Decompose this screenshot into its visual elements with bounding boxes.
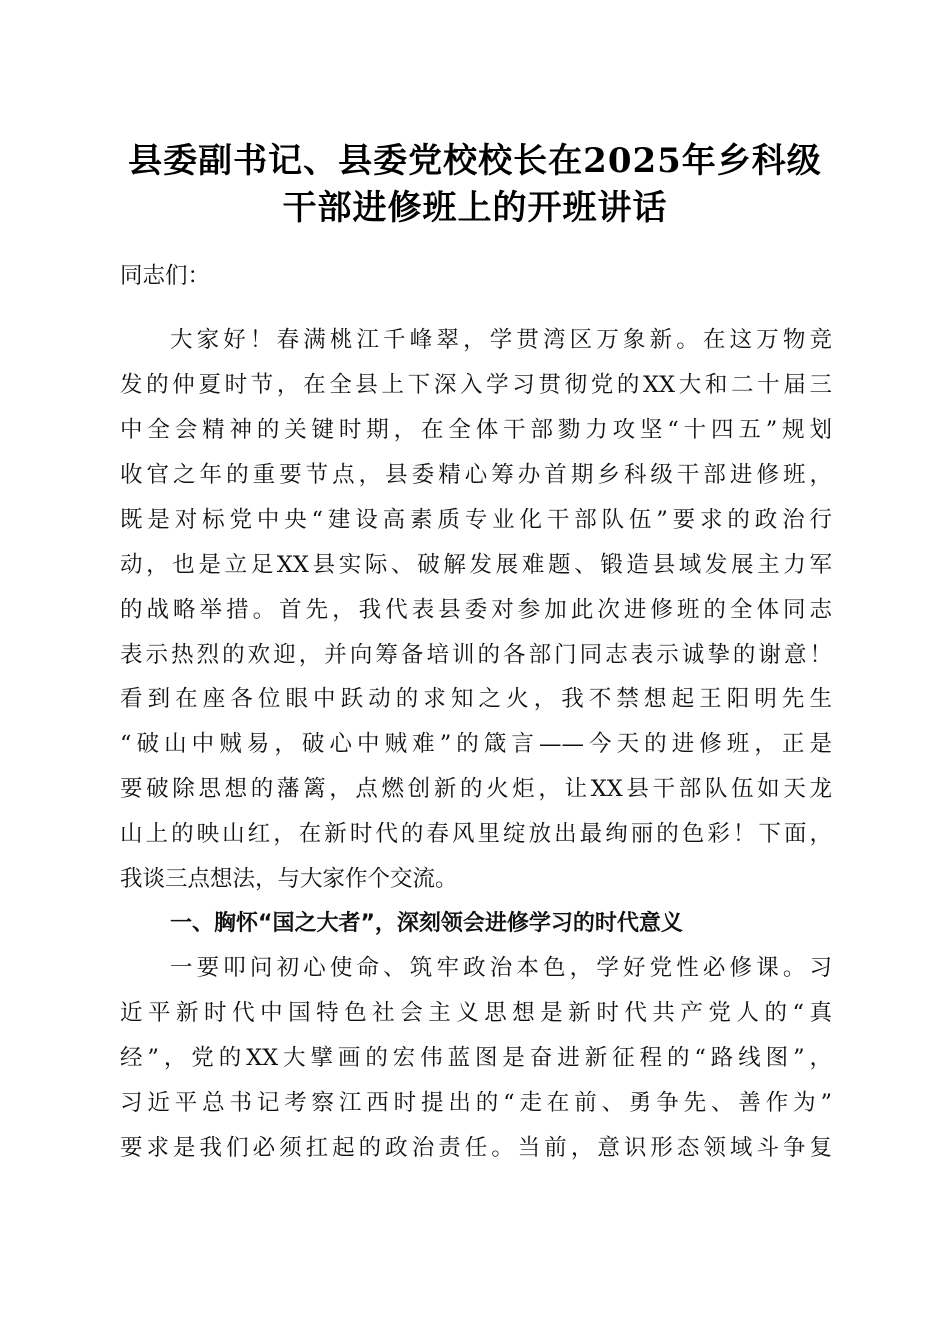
- paragraph-line: 近平新时代中国特色社会主义思想是新时代共产党人的“真: [120, 1000, 832, 1026]
- document-title-line-2: 干部进修班上的开班讲话: [282, 188, 668, 228]
- paragraph-line: 表示热烈的欢迎，并向筹备培训的各部门同志表示诚挚的谢意！: [120, 642, 832, 668]
- paragraph-line: 要求是我们必须扛起的政治责任。当前，意识形态领域斗争复: [120, 1135, 832, 1161]
- paragraph-line: 的战略举措。首先，我代表县委对参加此次进修班的全体同志: [120, 597, 832, 623]
- paragraph-line: 动，也是立足XX县实际、破解发展难题、锻造县域发展主力军: [120, 552, 832, 578]
- paragraph-line: 大家好！春满桃江千峰翠，学贯湾区万象新。在这万物竞: [170, 327, 832, 353]
- paragraph-line: 要破除思想的藩篱，点燃创新的火炬，让XX县干部队伍如天龙: [120, 776, 832, 802]
- paragraph-line: 收官之年的重要节点，县委精心筹办首期乡科级干部进修班，: [120, 462, 832, 488]
- paragraph-line: 发的仲夏时节，在全县上下深入学习贯彻党的XX大和二十届三: [120, 372, 832, 398]
- paragraph-line: 一要叩问初心使命、筑牢政治本色，学好党性必修课。习: [170, 955, 832, 981]
- paragraph-line: 既是对标党中央“建设高素质专业化干部队伍”要求的政治行: [120, 507, 832, 533]
- paragraph-line: 经”，党的XX大擘画的宏伟蓝图是奋进新征程的“路线图”，: [120, 1045, 832, 1071]
- section-heading: 一、胸怀“国之大者”，深刻领会进修学习的时代意义: [170, 911, 683, 936]
- paragraph-line: 习近平总书记考察江西时提出的“走在前、勇争先、善作为”: [120, 1090, 832, 1116]
- paragraph-line: “破山中贼易，破心中贼难”的箴言——今天的进修班，正是: [120, 731, 832, 757]
- paragraph-line: 看到在座各位眼中跃动的求知之火，我不禁想起王阳明先生: [120, 686, 832, 712]
- salutation: 同志们：: [120, 263, 211, 289]
- paragraph-line: 我谈三点想法，与大家作个交流。: [120, 866, 458, 892]
- paragraph-line: 山上的映山红，在新时代的春风里绽放出最绚丽的色彩！下面，: [120, 821, 832, 847]
- paragraph-line: 中全会精神的关键时期，在全体干部勠力攻坚“十四五”规划: [120, 417, 832, 443]
- document-title-line-1: 县委副书记、县委党校校长在2025年乡科级: [128, 141, 822, 181]
